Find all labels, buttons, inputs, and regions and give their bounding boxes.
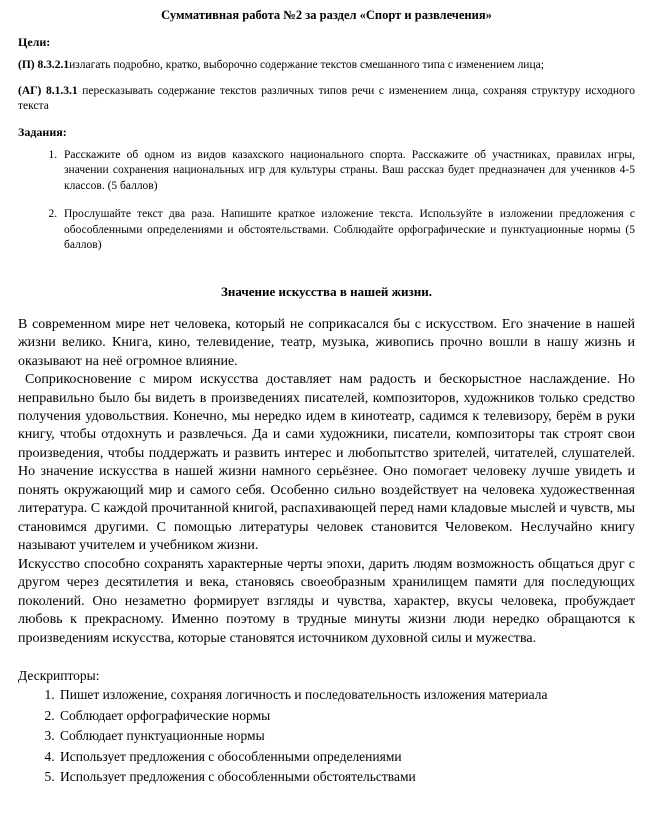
goal-code-1: (П) 8.3.2.1 xyxy=(18,59,70,71)
descriptor-item-5: 5. Использует предложения с обособленными обстоятельствами xyxy=(58,768,635,786)
tasks-heading: Задания: xyxy=(18,124,67,139)
descriptor-item-1: 1. Пишет изложение, сохраняя логичность и последовательность изложения материала xyxy=(58,686,635,704)
descriptor-item-2: 2. Соблюдает орфографические нормы xyxy=(58,707,635,725)
goal-code-2: (АГ) 8.1.3.1 xyxy=(18,84,78,97)
descriptor-item-3: 3. Соблюдает пунктуационные нормы xyxy=(58,727,635,745)
descriptor-item-4: 4. Использует предложения с обособленными определениями xyxy=(58,748,635,766)
task-item-2: 2. Прослушайте текст два раза. Напишите краткое изложение текста. Используйте в изложении предложения с обособленными определениями и обстоятельствами. Соблюдайте орфографические и пунктуационные нормы (5 баллов) xyxy=(60,207,635,254)
document-title: Суммативная работа №2 за раздел «Спорт и развлечения» xyxy=(161,8,492,22)
tasks-list xyxy=(18,148,635,254)
task-item-1: 1. Расскажите об одном из видов казахского национального спорта. Расскажите об участниках, правилах игры, значении сохранения национальных игр для культуры страны. Ваш рассказ будет предназначен для учеников 4-5 классов. (5 баллов) xyxy=(60,148,635,195)
goal-text-1: излагать подробно, кратко, выборочно содержание текстов смешанного типа с изменением лица; xyxy=(69,59,544,71)
body-paragraph-3: Искусство способно сохранять характерные черты эпохи, дарить людям возможность общаться друг с другом через десятилетия и века, становясь своеобразным хранилищем памяти для последующих поколений. Оно незаметно формирует взгляды и чувства, характер, вкусы человека, пробуждает любовь к прекрасному. Именно поэтому в трудные минуты жизни люди нередко обращаются к произведениям искусства, которые становятся источником духовной силы и мужества. xyxy=(18,556,635,646)
descriptors-heading: Дескрипторы: xyxy=(18,668,100,684)
goal-item-2 xyxy=(18,84,635,115)
goal-text-2: пересказывать содержание текстов различных типов речи с изменением лица, сохраняя структуру исходного текста xyxy=(18,84,635,113)
body-paragraph-1: В современном мире нет человека, который не соприкасался бы с искусством. Его значение в нашей жизни велико. Книга, кино, телевидение, театр, музыка, живопись прочно вошли в нашу жизнь и оказывают на неё огромное влияние. xyxy=(18,316,635,369)
descriptors-list xyxy=(18,686,635,786)
goals-heading: Цели: xyxy=(18,35,51,49)
goal-item-1 xyxy=(18,58,635,74)
body-paragraph-2: Соприкосновение с миром искусства доставляет нам радость и бескорыстное наслаждение. Но неправильно было бы видеть в произведениях писателей, композиторов, художников только средство получения удовольствия. Конечно, мы нередко идем в кинотеатр, садимся к телевизору, берём в руки книгу, чтобы отдохнуть и развлечься. Да и сами художники, писатели, композиторы так строят свои произведения, чтобы поддержать и развить интерес и любопытство зрителей, читателей, слушателей. Но значение искусства в нашей жизни намного серьёзнее. Оно помогает человеку лучше увидеть и понять окружающий мир и самого себя. Особенно сильно воздействует на человека художественная литература. С каждой прочитанной книгой, распахивающей перед нами кладовые мыслей и чувств, мы становимся другими. С помощью литературы человек становится Человеком. Неслучайно книгу называют учителем и учебником жизни. xyxy=(18,372,635,554)
text-title: Значение искусства в нашей жизни. xyxy=(221,283,432,299)
